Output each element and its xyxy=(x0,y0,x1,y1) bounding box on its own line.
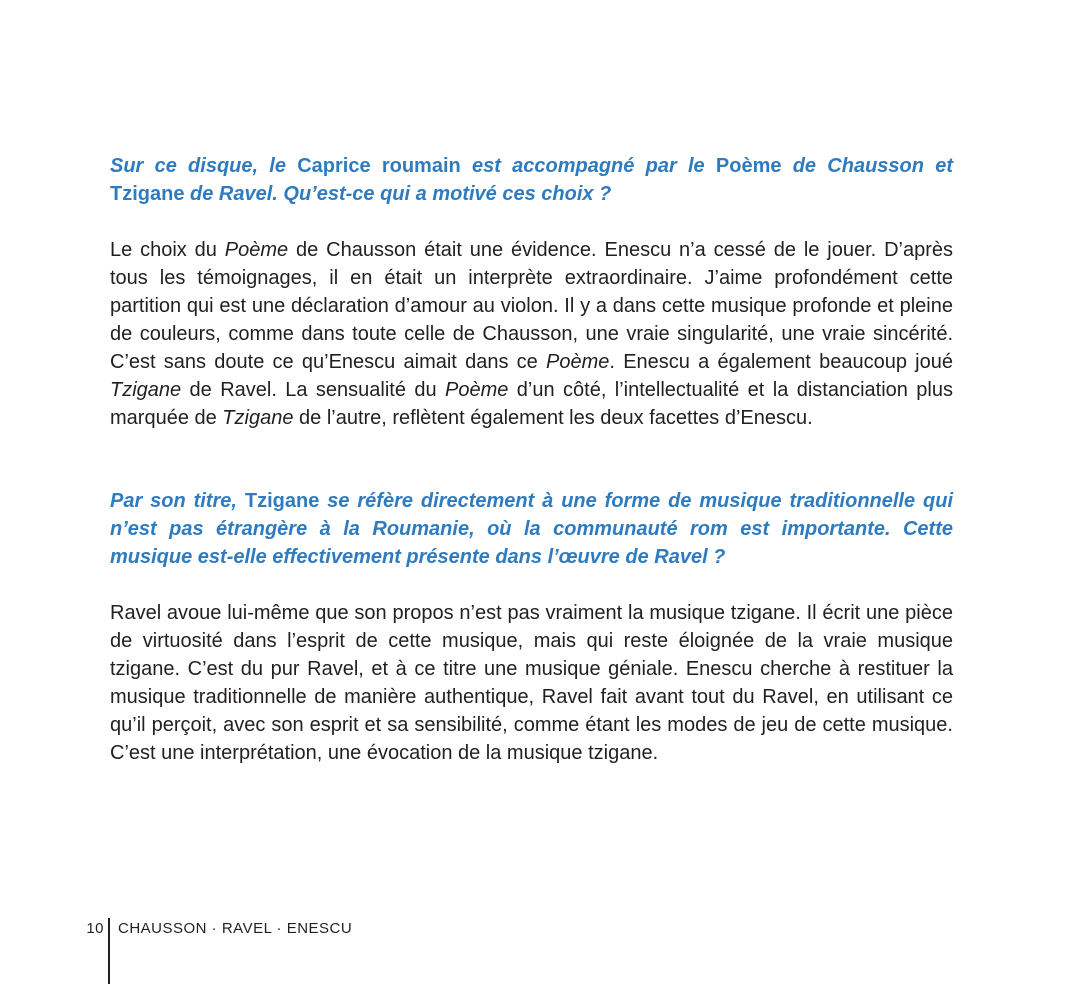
interview-question-1 xyxy=(110,152,953,208)
question-1-text: est accompagné par le xyxy=(460,155,716,177)
page-number: 10 xyxy=(86,920,104,937)
page-content xyxy=(110,152,953,767)
answer-1-text: de Chausson était une évidence. Enescu n’a cessé de le jouer. D’après tous les témoignages, il en était un interprète extraordinaire. J’aime profondément cette partition qui est une déclaration d’amour au violon. Il y a dans cette musique profonde et pleine de couleurs, comme dans toute celle de Chausson, une vraie singularité, une vraie sincérité. C’est sans doute ce qu’Enescu aimait dans ce xyxy=(110,239,953,373)
answer-1-work-title: Poème xyxy=(445,379,509,401)
answer-1-work-title: Poème xyxy=(224,239,289,261)
answer-1-text: Le choix du xyxy=(110,239,225,261)
answer-1-text: de Ravel. La sensualité du xyxy=(181,379,446,401)
answer-1-work-title: Tzigane xyxy=(222,407,294,429)
answer-1-text: d’un côté, l’intellectualité et la distanciation plus marquée de xyxy=(110,379,953,429)
question-1-work-title: Tzigane xyxy=(110,183,185,205)
footer-divider xyxy=(108,918,110,984)
interview-answer-2: Ravel avoue lui-même que son propos n’est pas vraiment la musique tzigane. Il écrit une pièce de virtuosité dans l’esprit de cette musique, mais qui reste éloignée de la vraie musique tzigane. C’est du pur Ravel, et à ce titre une musique géniale. Enescu cherche à restituer la musique traditionnelle de manière authentique, Ravel fait avant tout du Ravel, en utilisant ce qu’il perçoit, avec son esprit et sa sensibilité, comme étant les modes de jeu de cette musique. C’est une interprétation, une évocation de la musique tzigane. xyxy=(110,602,953,764)
question-2-work-title: Tzigane xyxy=(244,490,320,512)
answer-1-text: . Enescu a également beaucoup joué xyxy=(609,351,953,373)
question-2-text: se réfère directement à une forme de musique traditionnelle qui n’est pas étrangère à la Roumanie, où la communauté rom est importante. Cette musique est-elle effectivement présente dans l’œuvre de Ravel ? xyxy=(110,490,954,568)
question-1-work-title: Caprice roumain xyxy=(297,155,461,177)
question-1-text: de Chausson et xyxy=(781,155,953,177)
answer-1-work-title: Tzigane xyxy=(110,379,182,401)
interview-answer-1 xyxy=(110,236,953,432)
answer-1-text: de l’autre, reflètent également les deux facettes d’Enescu. xyxy=(293,407,813,429)
question-2-text: Par son titre, xyxy=(110,490,245,512)
interview-question-2 xyxy=(110,487,953,571)
question-1-text: de Ravel. Qu’est-ce qui a motivé ces choix ? xyxy=(184,183,612,205)
question-1-work-title: Poème xyxy=(715,155,782,177)
running-title: CHAUSSON · RAVEL · ENESCU xyxy=(118,920,353,937)
question-1-text: Sur ce disque, le xyxy=(110,155,298,177)
answer-1-work-title: Poème xyxy=(546,351,610,373)
